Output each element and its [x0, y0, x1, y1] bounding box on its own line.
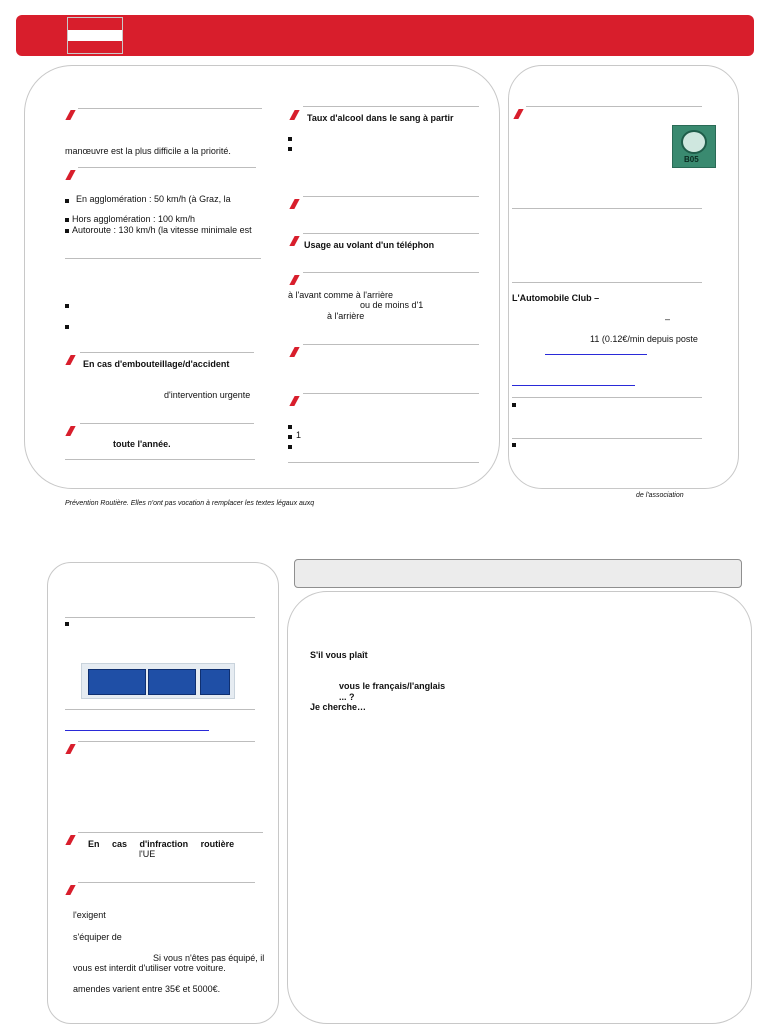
- not-equipped-text-1: Si vous n'êtes pas équipé, il: [153, 953, 265, 963]
- signs-link[interactable]: [65, 730, 209, 731]
- footnote-left: Prévention Routière. Elles n'ont pas vocation à remplacer les textes légaux auxq: [65, 500, 315, 507]
- seat-text-2: ou de moins d'1: [360, 300, 424, 310]
- section-rule: [512, 438, 702, 439]
- phrases-header-box: [294, 559, 742, 588]
- speed-agglo: En agglomération : 50 km/h (à Graz, la: [76, 194, 231, 204]
- phone-rate-text: 11 (0.12€/min depuis poste: [590, 334, 698, 344]
- top-main-panel: [24, 65, 500, 489]
- telephone-title: Usage au volant d'un téléphon: [304, 240, 435, 250]
- section-rule: [288, 462, 479, 463]
- toute-annee-text: toute l'année.: [113, 439, 171, 449]
- section-rule: [65, 459, 255, 460]
- bullet-icon: [65, 199, 69, 203]
- section-rule: [78, 832, 263, 833]
- bullet-icon: [512, 403, 516, 407]
- bullet-icon: [288, 147, 292, 151]
- section-rule: [512, 208, 702, 209]
- alcool-title: Taux d'alcool dans le sang à partir: [307, 113, 454, 123]
- bullet-icon: [512, 443, 516, 447]
- bullet-icon: [65, 325, 69, 329]
- section-rule: [78, 167, 256, 168]
- amendes-text: amendes varient entre 35€ et 5000€.: [73, 984, 221, 994]
- bullet-icon: [288, 425, 292, 429]
- infraction-title: En cas d'infraction routière: [88, 839, 235, 849]
- footnote-right: de l'association: [636, 492, 684, 499]
- bullet-one-text: 1: [296, 430, 302, 440]
- exigent-text: l'exigent: [73, 910, 106, 920]
- section-rule: [512, 282, 702, 283]
- bullet-icon: [288, 137, 292, 141]
- dash-text: –: [665, 314, 671, 324]
- speed-hors: Hors agglomération : 100 km/h: [72, 214, 196, 224]
- not-equipped-text-2: vous est interdit d'utiliser votre voiture.: [73, 963, 226, 973]
- bullet-icon: [65, 229, 69, 233]
- phrase-svp: S'il vous plaît: [310, 650, 368, 660]
- vignette-label: B05: [684, 155, 699, 164]
- bullet-icon: [65, 218, 69, 222]
- header-bar: [16, 15, 754, 56]
- section-rule: [80, 352, 254, 353]
- embouteillage-title: En cas d'embouteillage/d'accident: [83, 359, 230, 369]
- automobile-club-title: L'Automobile Club –: [512, 293, 600, 303]
- ue-text: l'UE: [139, 849, 156, 859]
- highway-signs-image: [81, 663, 235, 699]
- priority-text: manœuvre est la plus difficile a la priorité.: [65, 146, 231, 156]
- section-rule: [65, 709, 255, 710]
- section-rule: [80, 423, 254, 424]
- seat-text-3: à l'arrière: [327, 311, 365, 321]
- phrase-francais: vous le français/l'anglais: [339, 681, 446, 691]
- section-rule: [512, 397, 702, 398]
- bullet-icon: [288, 435, 292, 439]
- equiper-text: s'équiper de: [73, 932, 122, 942]
- intervention-text: d'intervention urgente: [164, 390, 251, 400]
- section-rule: [303, 196, 479, 197]
- section-rule: [303, 344, 479, 345]
- club-link[interactable]: [545, 354, 647, 355]
- section-rule: [303, 106, 479, 107]
- section-rule: [65, 617, 255, 618]
- club-website-link[interactable]: [512, 385, 635, 386]
- section-rule: [78, 741, 255, 742]
- bullet-icon: [65, 304, 69, 308]
- vignette-sticker-icon: [672, 125, 716, 168]
- section-rule: [303, 393, 479, 394]
- bullet-icon: [65, 622, 69, 626]
- bullet-icon: [288, 445, 292, 449]
- section-rule: [65, 258, 261, 259]
- austria-flag-icon: [67, 17, 123, 54]
- phrase-cherche: Je cherche…: [310, 702, 367, 712]
- phrase-question: ... ?: [339, 692, 355, 702]
- section-rule: [526, 106, 702, 107]
- section-rule: [78, 108, 262, 109]
- section-rule: [78, 882, 255, 883]
- section-rule: [303, 272, 479, 273]
- speed-autoroute: Autoroute : 130 km/h (la vitesse minimale est: [72, 225, 252, 235]
- section-rule: [303, 233, 479, 234]
- seat-text-1: à l'avant comme à l'arrière: [288, 290, 393, 300]
